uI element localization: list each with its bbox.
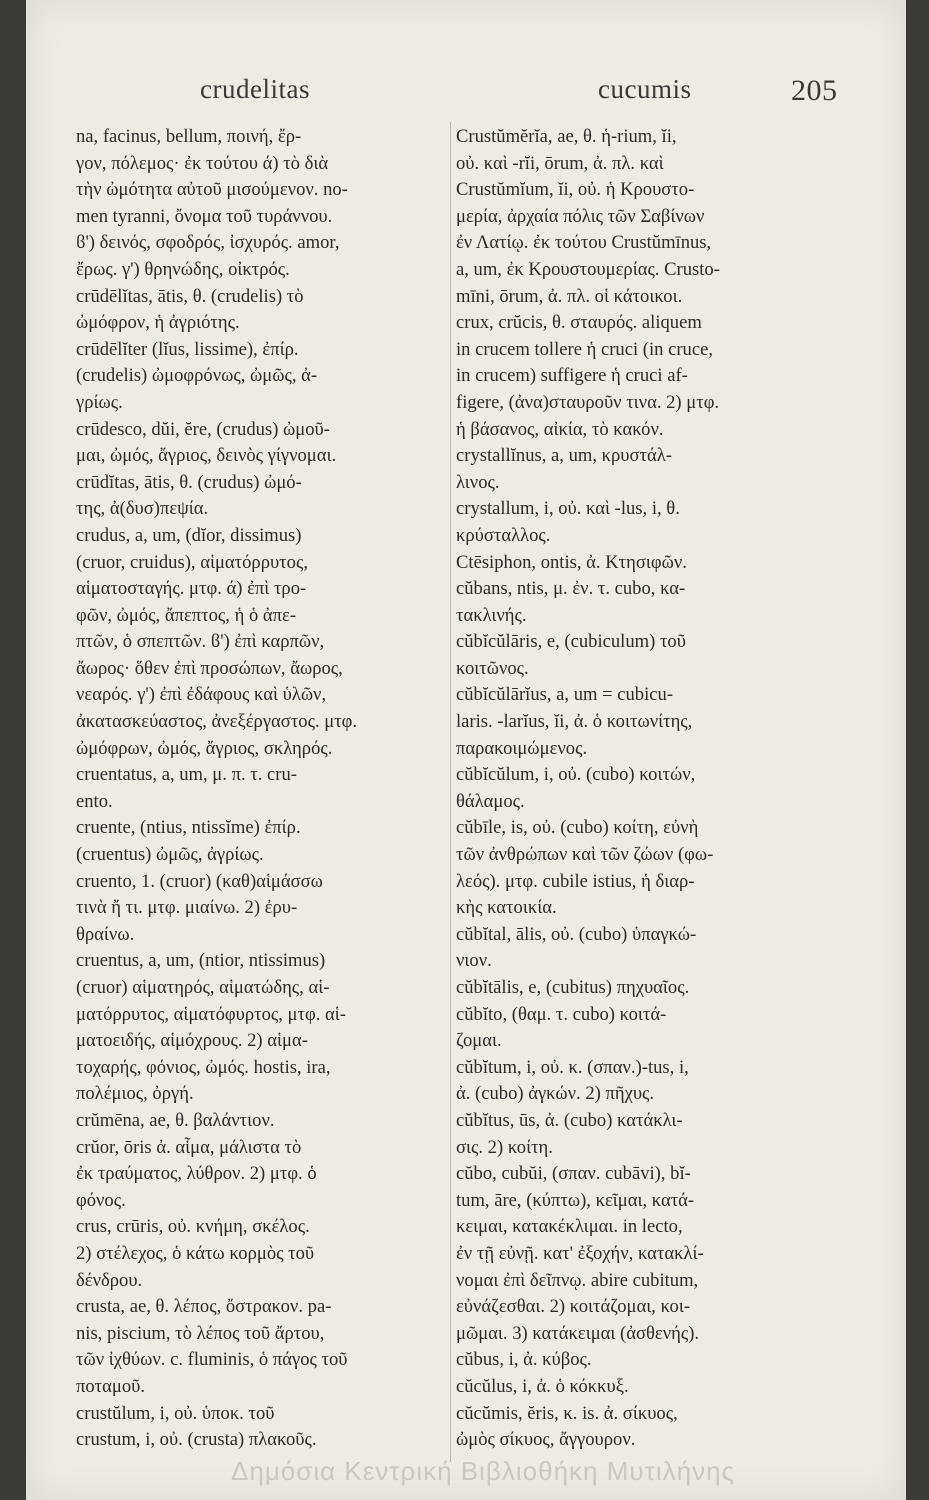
entry-line: Crustŭmĕrĭa, ae, θ. ἡ-rium, ĭi, bbox=[456, 126, 677, 147]
entry-line: εὐνάζεσθαι. 2) κοιτάζομαι, κοι- bbox=[456, 1296, 691, 1318]
entry-line: ὠμόφρων, ὠμός, ἄγριος, σκληρός. bbox=[76, 737, 333, 759]
entry-line: cŭcŭmis, ĕris, κ. is. ἀ. σίκυος, bbox=[456, 1402, 678, 1424]
entry-line: cŭbĭtālis, e, (cubitus) πηχυαῖος. bbox=[456, 977, 690, 998]
entry-line: κοιτῶνος. bbox=[456, 657, 529, 679]
entry-line: ματοειδής, αἱμόχρους. 2) αἱμα- bbox=[76, 1030, 308, 1052]
right-guide-word: cucumis bbox=[598, 74, 692, 104]
entry-line: λινος. bbox=[456, 471, 500, 493]
entry-line: μαι, ὠμός, ἄγριος, δεινὸς γίγνομαι. bbox=[76, 445, 337, 467]
entry-line: Crustŭmĭum, ĭi, οὐ. ἡ Κρουστο- bbox=[456, 179, 695, 201]
entry-line: crux, crŭcis, θ. σταυρός. aliquem bbox=[456, 312, 702, 334]
library-watermark: Δημόσια Κεντρική Βιβλιοθήκη Μυτιλήνης bbox=[231, 1456, 736, 1486]
entry-line: crūdĭtas, ātis, θ. (crudus) ὠμό- bbox=[76, 471, 302, 493]
entry-line: cŭbĭto, (θαμ. τ. cubo) κοιτά- bbox=[456, 1003, 667, 1025]
entry-line: κὴς κατοικία. bbox=[456, 897, 557, 919]
entry-line: (crudelis) ὠμοφρόνως, ὠμῶς, ἀ- bbox=[76, 365, 318, 387]
entry-line: κρύσταλλος. bbox=[456, 524, 551, 546]
entry-line: Ctēsiphon, ontis, ἀ. Κτησιφῶν. bbox=[456, 551, 687, 573]
entry-line: ποταμοῦ. bbox=[76, 1375, 146, 1397]
entry-line: δένδρου. bbox=[76, 1269, 143, 1291]
page-number: 205 bbox=[791, 74, 838, 107]
entry-line: λεός). μτφ. cubile istius, ἡ διαρ- bbox=[456, 870, 695, 892]
entry-line: crusta, ae, θ. λέπος, ὄστρακον. pa- bbox=[76, 1296, 332, 1318]
entry-line: laris. -larĭus, ĭi, ἀ. ὁ κοιτωνίτης, bbox=[456, 711, 693, 733]
entry-line: μερία, ἀρχαία πόλις τῶν Σαβίνων bbox=[456, 205, 705, 227]
entry-line: ἄωρος· ὅθεν ἐπὶ προσώπων, ἄωρος, bbox=[76, 657, 343, 679]
entry-line: ματόρρυτος, αἱματόφυρτος, μτφ. αἱ- bbox=[76, 1003, 346, 1025]
entry-line: φόνος. bbox=[76, 1189, 126, 1211]
entry-line: 2) στέλεχος, ὁ κάτω κορμὸς τοῦ bbox=[76, 1242, 315, 1264]
entry-line: cruentus, a, um, (ntior, ntissimus) bbox=[76, 950, 326, 972]
entry-line: nis, piscium, τὸ λέπος τοῦ ἄρτου, bbox=[76, 1322, 325, 1344]
entry-line: crūdesco, dŭi, ĕre, (crudus) ὠμοῦ- bbox=[76, 418, 330, 440]
entry-line: πολέμιος, ὀργή. bbox=[76, 1083, 194, 1105]
entry-line: crystallĭnus, a, um, κρυστάλ- bbox=[456, 445, 672, 467]
entry-line: μῶμαι. 3) κατάκειμαι (ἀσθενής). bbox=[456, 1322, 700, 1344]
entry-line: ἔρως. γ') θρηνώδης, οἰκτρός. bbox=[76, 258, 290, 280]
entry-line: νομαι ἐπὶ δεῖπνῳ. abire cubitum, bbox=[456, 1269, 699, 1291]
entry-line: mīni, ōrum, ἀ. πλ. οἱ κάτοικοι. bbox=[456, 285, 683, 307]
entry-line: crūdēlĭter (lĭus, lissime), ἐπίρ. bbox=[76, 338, 299, 360]
entry-line: crudus, a, um, (dĭor, dissimus) bbox=[76, 524, 302, 546]
entry-line: θραίνω. bbox=[76, 923, 135, 945]
entry-line: της, ἀ(δυσ)πεψία. bbox=[76, 498, 209, 520]
entry-line: cŭcŭlus, i, ἀ. ὁ κόκκυξ. bbox=[456, 1375, 629, 1397]
entry-line: ὠμόφρον, ἡ ἀγριότης. bbox=[76, 312, 240, 334]
entry-line: θάλαμος. bbox=[456, 790, 525, 812]
entry-line: ἡ βάσανος, αἰκία, τὸ κακόν. bbox=[456, 418, 664, 440]
entry-line: figere, (ἀνα)σταυροῦν τινα. 2) μτφ. bbox=[456, 391, 720, 413]
entry-line: crustum, i, οὐ. (crusta) πλακοῦς. bbox=[76, 1429, 317, 1451]
entry-line: crus, crūris, οὐ. κνήμη, σκέλος. bbox=[76, 1216, 310, 1238]
entry-line: crŭor, ōris ἀ. αἷμα, μάλιστα τὸ bbox=[76, 1136, 302, 1158]
entry-line: cŭbĭcŭlārĭus, a, um = cubicu- bbox=[456, 684, 674, 706]
entry-line: ento. bbox=[76, 790, 113, 812]
entry-line: na, facinus, bellum, ποινή, ἔρ- bbox=[76, 126, 302, 147]
entry-line: φῶν, ὠμός, ἄπεπτος, ἡ ὁ ἀπε- bbox=[76, 604, 297, 626]
running-header bbox=[26, 74, 906, 114]
entry-line: men tyranni, ὄνομα τοῦ τυράννου. bbox=[76, 205, 333, 227]
entry-line: cruento, 1. (cruor) (καθ)αἱμάσσω bbox=[76, 870, 323, 892]
left-guide-word: crudelitas bbox=[200, 74, 310, 104]
entry-line: ἐν Λατίῳ. ἐκ τούτου Crustŭmīnus, bbox=[456, 232, 712, 254]
entry-line: τῶν ἀνθρώπων καὶ τῶν ζώων (φω- bbox=[456, 844, 714, 866]
entry-line: cŭbĭtum, i, οὐ. κ. (σπαν.)-tus, i, bbox=[456, 1056, 689, 1078]
entry-line: πτῶν, ὁ σπεπτῶν. ϐ') ἐπὶ καρπῶν, bbox=[76, 631, 325, 653]
entry-line: σις. 2) κοίτη. bbox=[456, 1136, 553, 1158]
entry-line: τὴν ὠμότητα αὐτοῦ μισούμενον. no- bbox=[76, 179, 348, 201]
entry-line: cruentatus, a, um, μ. π. τ. cru- bbox=[76, 764, 297, 786]
entry-line: in crucem tollere ἡ cruci (in cruce, bbox=[456, 338, 713, 360]
entry-line: in crucem) suffigere ἡ cruci af- bbox=[456, 365, 688, 387]
entry-line: cŭbĭcŭlum, i, οὐ. (cubo) κοιτών, bbox=[456, 764, 696, 786]
entry-line: cruente, (ntius, ntissĭme) ἐπίρ. bbox=[76, 817, 301, 839]
entry-line: ἐν τῇ εὐνῇ. κατ' ἐξοχήν, κατακλί- bbox=[456, 1242, 704, 1264]
entry-line: cŭbans, ntis, μ. ἐν. τ. cubo, κα- bbox=[456, 578, 686, 600]
entry-line: τοχαρής, φόνιος, ὠμός. hostis, ira, bbox=[76, 1056, 331, 1078]
entry-line: cŭbo, cubŭi, (σπαν. cubāvi), bĭ- bbox=[456, 1163, 691, 1185]
entry-line: a, um, ἐκ Κρουστουμερίας. Crusto- bbox=[456, 258, 720, 280]
entry-line: παρακοιμώμενος. bbox=[456, 737, 588, 759]
entry-line: (cruentus) ὠμῶς, ἀγρίως. bbox=[76, 844, 264, 866]
entry-line: νεαρός. γ') ἐπὶ ἐδάφους καὶ ὑλῶν, bbox=[76, 684, 327, 706]
entry-line: γρίως. bbox=[76, 391, 123, 413]
right-column bbox=[456, 124, 876, 1454]
entry-line: νιον. bbox=[456, 950, 492, 972]
entry-line: cŭbĭtus, ūs, ἀ. (cubo) κατάκλι- bbox=[456, 1109, 683, 1131]
entry-line: crŭmēna, ae, θ. βαλάντιον. bbox=[76, 1109, 275, 1131]
entry-line: ζομαι. bbox=[456, 1030, 502, 1052]
entry-line: cŭbīle, is, οὐ. (cubo) κοίτη, εὐνὴ bbox=[456, 817, 699, 839]
entry-line: crūdēlĭtas, ātis, θ. (crudelis) τὸ bbox=[76, 285, 304, 307]
entry-line: ὠμὸς σίκυος, ἄγγουρον. bbox=[456, 1429, 636, 1451]
entry-line: (cruor, cruidus), αἱματόρρυτος, bbox=[76, 551, 308, 573]
entry-line: γον, πόλεμος· ἐκ τούτου ά) τὸ διὰ bbox=[76, 152, 329, 174]
column-divider bbox=[450, 122, 451, 1462]
entry-line: (cruor) αἱματηρός, αἱματώδης, αἱ- bbox=[76, 977, 330, 998]
entry-line: τῶν ἰχθύων. c. fluminis, ὁ πάγος τοῦ bbox=[76, 1349, 348, 1371]
entry-line: τακλινής. bbox=[456, 604, 527, 626]
entry-line: crustŭlum, i, οὐ. ὑποκ. τοῦ bbox=[76, 1402, 275, 1424]
entry-line: ἀ. (cubo) ἀγκών. 2) πῆχυς. bbox=[456, 1083, 655, 1105]
dictionary-page bbox=[26, 0, 906, 1500]
entry-line: τινὰ ἤ τι. μτφ. μιαίνω. 2) ἐρυ- bbox=[76, 897, 298, 919]
entry-line: κειμαι, κατακέκλιμαι. in lecto, bbox=[456, 1216, 683, 1238]
entry-line: ἀκατασκεύαστος, ἀνεξέργαστος. μτφ. bbox=[76, 711, 358, 733]
entry-line: cŭbĭcŭlāris, e, (cubiculum) τοῦ bbox=[456, 631, 686, 653]
entry-line: cŭbus, i, ἀ. κύβος. bbox=[456, 1349, 592, 1371]
entry-line: οὐ. καὶ -rĭi, ōrum, ἀ. πλ. καὶ bbox=[456, 152, 664, 174]
left-column bbox=[76, 124, 462, 1454]
entry-line: crystallum, i, οὐ. καὶ -lus, i, θ. bbox=[456, 498, 680, 520]
entry-line: ϐ') δεινός, σφοδρός, ἰσχυρός. amor, bbox=[76, 232, 340, 254]
entry-line: cŭbĭtal, ālis, οὐ. (cubo) ὑπαγκώ- bbox=[456, 923, 697, 945]
entry-line: tum, āre, (κύπτω), κεῖμαι, κατά- bbox=[456, 1189, 695, 1211]
entry-line: ἐκ τραύματος, λύθρον. 2) μτφ. ὁ bbox=[76, 1163, 317, 1185]
entry-line: αἱματοσταγής. μτφ. ά) ἐπὶ τρο- bbox=[76, 578, 307, 600]
